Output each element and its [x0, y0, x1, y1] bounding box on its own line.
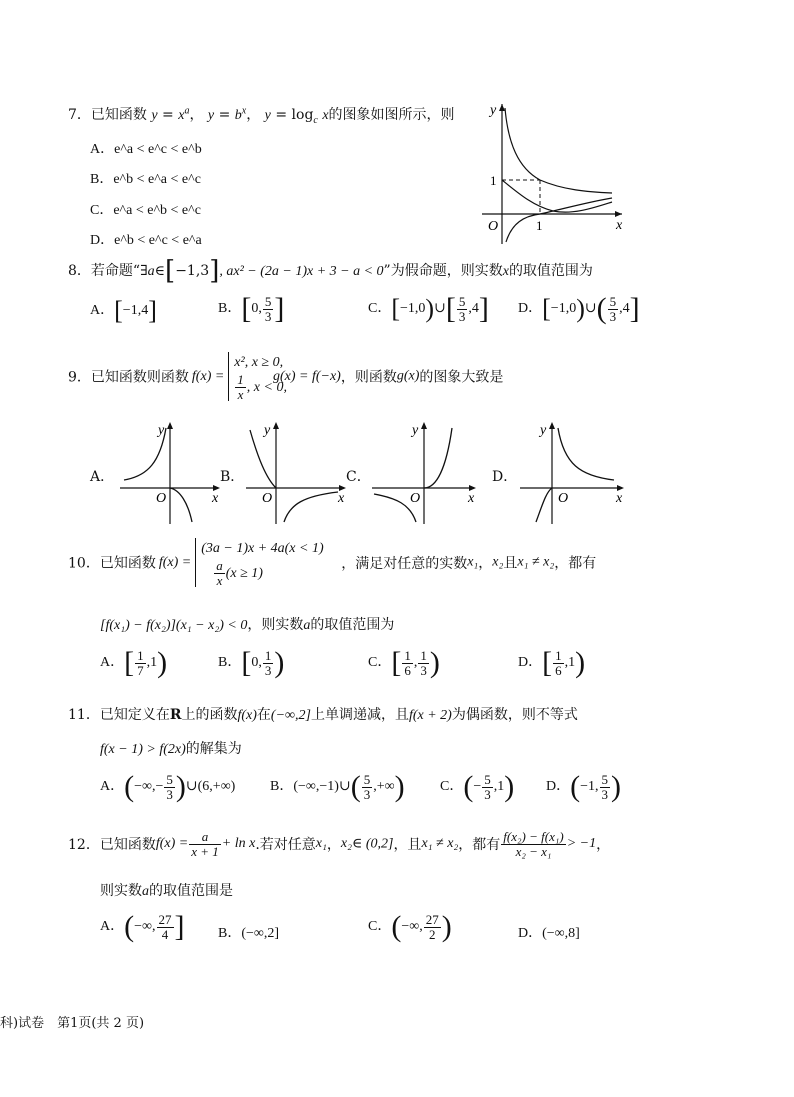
q12-option-d[interactable]: D．(−∞,8] — [518, 926, 580, 941]
q11-option-a[interactable]: A．(−∞,− $\frac{5}{3}$ )∪(6,+∞) — [100, 770, 236, 803]
q7-x-arrow — [615, 211, 622, 217]
q9-option-b-label[interactable]: B． — [220, 469, 245, 485]
q12-stem: 12．已知函数f(x) = $\frac{a}{x + 1}$ + ln x.若对任意x₁，x₂∈ (0,2]，且x₁ ≠ x₂，都有 $\frac{\text{f(x₂) − f(x₁)}}{\text{x₂ − x₁}}$ > −1， — [68, 829, 611, 859]
q7-y-arrow — [499, 104, 505, 111]
q9c-y-arrow — [421, 422, 427, 429]
q7-origin: O — [488, 219, 499, 234]
q9d-x-label: x — [616, 491, 623, 506]
q9-piecewise: x², x ≥ 0, $\frac{1}{x}$ , x < 0, — [228, 352, 287, 401]
q10-option-b[interactable]: B．[0, $\frac{1}{3}$ ) — [218, 646, 285, 679]
q9-option-b-graph[interactable] — [244, 418, 350, 526]
q12-option-b[interactable]: B．(−∞,2] — [218, 926, 280, 941]
q12-option-a[interactable]: A．(−∞, $\frac{27}{4}$ ] — [100, 910, 185, 943]
q9b-x-label: x — [338, 491, 345, 506]
q7-option-a[interactable]: A．e^a < e^c < e^b — [90, 142, 202, 157]
q10-option-a[interactable]: A．[ $\frac{1}{7}$ ,1) — [100, 646, 168, 679]
q9b-y-arrow — [273, 422, 279, 429]
page-footer: 科)试卷 第1页(共 2 页) — [0, 1016, 145, 1031]
q9d-y-arrow — [549, 422, 555, 429]
q9b-y-label: y — [264, 423, 271, 438]
q9-stem: 9．已知函数则函数 f(x) = x², x ≥ 0, $\frac{1}{x}$ , x < 0, g(x) = f(−x)，则函数g(x)的图象大致是 — [68, 352, 503, 401]
q10-option-c[interactable]: C．[ $\frac{1}{6}$ , $\frac{1}{3}$ ) — [368, 646, 440, 679]
q9b-curve-right — [284, 492, 338, 522]
q11-stem: 11．已知定义在R上的函数f(x)在(−∞,2]上单调递减，且f(x + 2)为偶函数，则不等式 — [68, 707, 578, 723]
q9d-curve-right — [558, 428, 614, 480]
q11-option-d[interactable]: D．(−1, $\frac{5}{3}$ ) — [546, 770, 622, 803]
q11-option-c[interactable]: C．(− $\frac{5}{3}$ ,1) — [440, 770, 515, 803]
q12-option-c[interactable]: C．(−∞, $\frac{27}{2}$ ) — [368, 910, 452, 943]
q9d-origin: O — [558, 491, 569, 506]
q7-option-d[interactable]: D．e^b < e^c < e^a — [90, 233, 202, 248]
q8-option-b[interactable]: B．[0, $\frac{5}{3}$ ] — [218, 292, 285, 325]
q10-stem: 10．已知函数 f(x) = (3a − 1)x + 4a(x < 1) $\frac{a}{x}$ (x ≥ 1) ，满足对任意的实数x₁，x₂且x₁ ≠ x₂，都有 — [68, 538, 596, 587]
q8-option-a[interactable]: A．[−1,4] — [90, 296, 157, 325]
q9d-y-label: y — [540, 423, 547, 438]
q9d-curve-left — [536, 488, 552, 522]
q7-graph — [478, 98, 628, 248]
q7-option-c[interactable]: C．e^a < e^b < e^c — [90, 203, 201, 218]
q9-option-a-graph[interactable] — [118, 418, 224, 526]
q7-curve-log — [506, 198, 612, 242]
q8-option-c[interactable]: C．[−1,0)∪[ $\frac{5}{3}$ ,4] — [368, 292, 489, 325]
q7-stem: 7．已知函数 $y = x^a$， $y = b^x$， $y = \log_c x$的图象如图所示，则 — [68, 105, 455, 126]
q7-curve-exp — [502, 180, 612, 212]
q9c-curve-right — [424, 428, 452, 488]
q9a-origin: O — [156, 491, 167, 506]
q11-option-b[interactable]: B．(−∞,−1)∪( $\frac{5}{3}$ ,+∞) — [270, 770, 405, 803]
q9-option-c-label[interactable]: C． — [346, 469, 371, 485]
q9-option-d-label[interactable]: D． — [492, 469, 518, 485]
q9-option-d-graph[interactable] — [518, 418, 628, 526]
q9c-x-label: x — [468, 491, 475, 506]
q9a-x-label: x — [212, 491, 219, 506]
q9-option-a-label[interactable]: A． — [90, 469, 115, 485]
q10-piecewise: (3a − 1)x + 4a(x < 1) $\frac{a}{x}$ (x ≥ 1) — [195, 538, 329, 587]
q8-stem: 8．若命题“∃a∈[−1,3], ax² − (2a − 1)x + 3 − a < 0”为假命题，则实数x的取值范围为 — [68, 256, 593, 286]
q7-x-label: x — [616, 218, 623, 233]
q8-option-d[interactable]: D．[−1,0)∪( $\frac{5}{3}$ ,4] — [518, 292, 640, 325]
q10-option-d[interactable]: D．[ $\frac{1}{6}$ ,1) — [518, 646, 586, 679]
q9c-y-label: y — [412, 423, 419, 438]
q10-condition: [f(x₁) − f(x₂)](x₁ − x₂) < 0，则实数a的取值范围为 — [100, 617, 395, 633]
q7-option-b[interactable]: B．e^b < e^a < e^c — [90, 172, 201, 187]
q9a-curve-right — [170, 488, 192, 522]
q9b-curve-left — [250, 430, 276, 488]
q7-curve-power — [505, 108, 612, 193]
q7-y-label: y — [490, 103, 497, 118]
q11-inequality: f(x − 1) > f(2x)的解集为 — [100, 741, 242, 757]
q9-option-c-graph[interactable] — [370, 418, 480, 526]
q7-one-x: 1 — [536, 218, 543, 233]
q9b-origin: O — [262, 491, 273, 506]
q9c-origin: O — [410, 491, 421, 506]
q9a-y-label: y — [158, 423, 165, 438]
q7-one-y: 1 — [490, 173, 497, 188]
q12-line2: 则实数a的取值范围是 — [100, 883, 233, 899]
q9a-y-arrow — [167, 422, 173, 429]
